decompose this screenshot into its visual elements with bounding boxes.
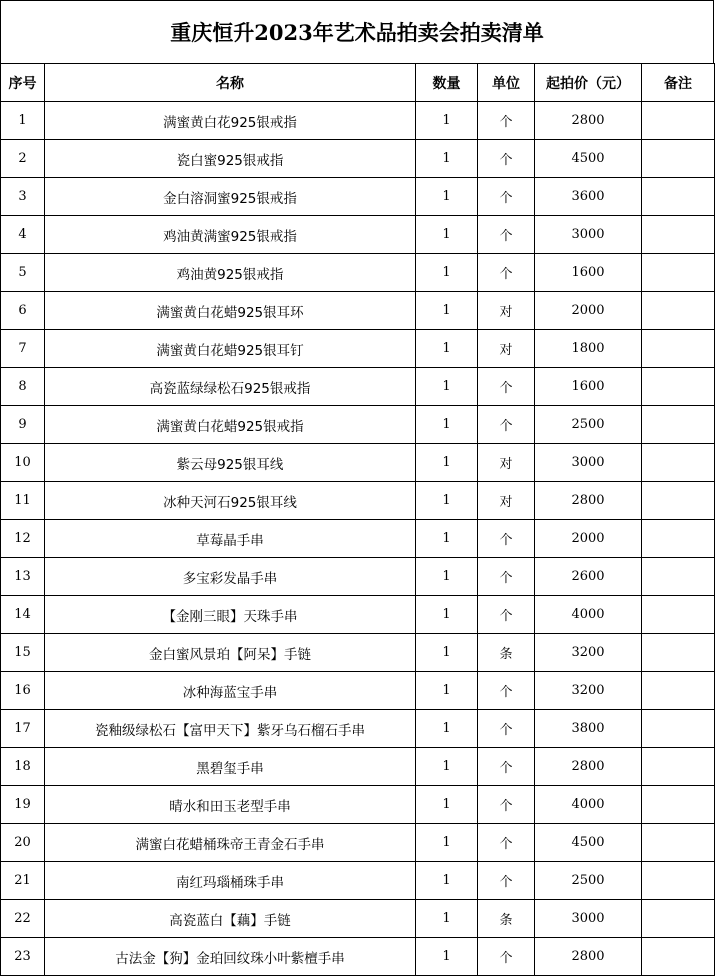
cell-qty: 1 [416, 748, 478, 786]
cell-price: 3000 [535, 216, 642, 254]
cell-unit: 个 [478, 368, 535, 406]
table-row [1, 520, 715, 558]
cell-note [642, 938, 715, 976]
table-row [1, 900, 715, 938]
auction-table [0, 63, 715, 976]
cell-price: 2500 [535, 862, 642, 900]
table-row [1, 444, 715, 482]
table-row [1, 178, 715, 216]
cell-seq: 9 [1, 406, 45, 444]
cell-seq: 18 [1, 748, 45, 786]
cell-note [642, 216, 715, 254]
cell-note [642, 178, 715, 216]
cell-seq: 16 [1, 672, 45, 710]
cell-qty: 1 [416, 520, 478, 558]
cell-price: 4000 [535, 596, 642, 634]
cell-unit: 个 [478, 862, 535, 900]
table-row [1, 368, 715, 406]
cell-qty: 1 [416, 672, 478, 710]
cell-price: 2000 [535, 520, 642, 558]
cell-qty: 1 [416, 444, 478, 482]
table-row [1, 862, 715, 900]
cell-unit: 个 [478, 140, 535, 178]
cell-price: 3000 [535, 900, 642, 938]
cell-name: 满蜜黄白花蜡925银耳钉 [45, 330, 416, 368]
cell-qty: 1 [416, 558, 478, 596]
cell-note [642, 824, 715, 862]
table-row [1, 102, 715, 140]
cell-qty: 1 [416, 178, 478, 216]
table-row [1, 292, 715, 330]
cell-note [642, 748, 715, 786]
cell-seq: 6 [1, 292, 45, 330]
cell-note [642, 292, 715, 330]
cell-seq: 14 [1, 596, 45, 634]
cell-unit: 个 [478, 710, 535, 748]
cell-seq: 3 [1, 178, 45, 216]
table-row [1, 216, 715, 254]
cell-price: 2800 [535, 102, 642, 140]
cell-price: 2800 [535, 748, 642, 786]
cell-name: 古法金【狗】金珀回纹珠小叶紫檀手串 [45, 938, 416, 976]
cell-name: 鸡油黄满蜜925银戒指 [45, 216, 416, 254]
table-row [1, 482, 715, 520]
table-row [1, 558, 715, 596]
header-price: 起拍价（元） [535, 64, 642, 102]
cell-seq: 20 [1, 824, 45, 862]
cell-qty: 1 [416, 140, 478, 178]
cell-seq: 10 [1, 444, 45, 482]
cell-seq: 22 [1, 900, 45, 938]
cell-qty: 1 [416, 634, 478, 672]
cell-name: 晴水和田玉老型手串 [45, 786, 416, 824]
header-row [1, 64, 715, 102]
cell-note [642, 102, 715, 140]
cell-note [642, 140, 715, 178]
cell-note [642, 520, 715, 558]
cell-note [642, 672, 715, 710]
cell-name: 满蜜黄白花蜡925银耳环 [45, 292, 416, 330]
cell-seq: 17 [1, 710, 45, 748]
cell-name: 高瓷蓝白【藕】手链 [45, 900, 416, 938]
cell-name: 满蜜黄白花925银戒指 [45, 102, 416, 140]
cell-unit: 条 [478, 900, 535, 938]
cell-note [642, 596, 715, 634]
cell-seq: 4 [1, 216, 45, 254]
cell-note [642, 634, 715, 672]
cell-price: 3200 [535, 672, 642, 710]
cell-name: 瓷白蜜925银戒指 [45, 140, 416, 178]
table-row [1, 672, 715, 710]
cell-unit: 个 [478, 824, 535, 862]
cell-unit: 对 [478, 292, 535, 330]
cell-qty: 1 [416, 596, 478, 634]
cell-qty: 1 [416, 406, 478, 444]
cell-name: 多宝彩发晶手串 [45, 558, 416, 596]
header-unit: 单位 [478, 64, 535, 102]
table-row [1, 786, 715, 824]
cell-qty: 1 [416, 292, 478, 330]
table-row [1, 710, 715, 748]
cell-seq: 7 [1, 330, 45, 368]
cell-name: 瓷釉级绿松石【富甲天下】紫牙乌石榴石手串 [45, 710, 416, 748]
table-row [1, 596, 715, 634]
cell-price: 4500 [535, 824, 642, 862]
cell-unit: 条 [478, 634, 535, 672]
cell-price: 3600 [535, 178, 642, 216]
cell-name: 高瓷蓝绿绿松石925银戒指 [45, 368, 416, 406]
cell-price: 3000 [535, 444, 642, 482]
cell-name: 黑碧玺手串 [45, 748, 416, 786]
cell-seq: 1 [1, 102, 45, 140]
cell-price: 1600 [535, 254, 642, 292]
cell-qty: 1 [416, 368, 478, 406]
cell-name: 鸡油黄925银戒指 [45, 254, 416, 292]
cell-qty: 1 [416, 482, 478, 520]
table-row [1, 254, 715, 292]
cell-note [642, 710, 715, 748]
cell-unit: 个 [478, 672, 535, 710]
cell-price: 4500 [535, 140, 642, 178]
cell-qty: 1 [416, 216, 478, 254]
cell-name: 金白蜜风景珀【阿呆】手链 [45, 634, 416, 672]
table-row [1, 748, 715, 786]
header-seq: 序号 [1, 64, 45, 102]
cell-price: 2600 [535, 558, 642, 596]
cell-note [642, 482, 715, 520]
cell-unit: 个 [478, 596, 535, 634]
cell-note [642, 368, 715, 406]
cell-qty: 1 [416, 938, 478, 976]
cell-name: 草莓晶手串 [45, 520, 416, 558]
cell-seq: 23 [1, 938, 45, 976]
cell-seq: 5 [1, 254, 45, 292]
cell-seq: 8 [1, 368, 45, 406]
cell-qty: 1 [416, 710, 478, 748]
table-row [1, 824, 715, 862]
header-note: 备注 [642, 64, 715, 102]
cell-unit: 对 [478, 330, 535, 368]
cell-unit: 对 [478, 482, 535, 520]
cell-name: 【金刚三眼】天珠手串 [45, 596, 416, 634]
cell-qty: 1 [416, 786, 478, 824]
cell-seq: 13 [1, 558, 45, 596]
header-name: 名称 [45, 64, 416, 102]
cell-unit: 个 [478, 406, 535, 444]
cell-name: 紫云母925银耳线 [45, 444, 416, 482]
cell-name: 南红玛瑙桶珠手串 [45, 862, 416, 900]
cell-qty: 1 [416, 862, 478, 900]
table-row [1, 634, 715, 672]
cell-seq: 11 [1, 482, 45, 520]
cell-unit: 对 [478, 444, 535, 482]
cell-qty: 1 [416, 102, 478, 140]
cell-seq: 19 [1, 786, 45, 824]
cell-unit: 个 [478, 938, 535, 976]
cell-qty: 1 [416, 824, 478, 862]
sheet-title: 重庆恒升2023年艺术品拍卖会拍卖清单 [0, 0, 714, 63]
cell-note [642, 254, 715, 292]
cell-note [642, 444, 715, 482]
table-row [1, 330, 715, 368]
cell-price: 3800 [535, 710, 642, 748]
table-row [1, 938, 715, 976]
cell-price: 2000 [535, 292, 642, 330]
cell-unit: 个 [478, 178, 535, 216]
cell-qty: 1 [416, 330, 478, 368]
cell-price: 1600 [535, 368, 642, 406]
cell-name: 冰种天河石925银耳线 [45, 482, 416, 520]
cell-name: 满蜜黄白花蜡925银戒指 [45, 406, 416, 444]
cell-price: 1800 [535, 330, 642, 368]
cell-note [642, 786, 715, 824]
cell-unit: 个 [478, 520, 535, 558]
cell-qty: 1 [416, 254, 478, 292]
cell-unit: 个 [478, 254, 535, 292]
cell-seq: 15 [1, 634, 45, 672]
cell-price: 4000 [535, 786, 642, 824]
header-qty: 数量 [416, 64, 478, 102]
table-row [1, 140, 715, 178]
cell-note [642, 558, 715, 596]
table-row [1, 406, 715, 444]
cell-unit: 个 [478, 786, 535, 824]
cell-unit: 个 [478, 216, 535, 254]
cell-unit: 个 [478, 102, 535, 140]
cell-name: 满蜜白花蜡桶珠帝王青金石手串 [45, 824, 416, 862]
cell-seq: 21 [1, 862, 45, 900]
cell-note [642, 406, 715, 444]
cell-price: 2800 [535, 938, 642, 976]
cell-seq: 12 [1, 520, 45, 558]
cell-price: 2800 [535, 482, 642, 520]
cell-price: 2500 [535, 406, 642, 444]
cell-price: 3200 [535, 634, 642, 672]
cell-note [642, 862, 715, 900]
cell-qty: 1 [416, 900, 478, 938]
cell-unit: 个 [478, 748, 535, 786]
cell-note [642, 330, 715, 368]
cell-name: 冰种海蓝宝手串 [45, 672, 416, 710]
cell-seq: 2 [1, 140, 45, 178]
cell-unit: 个 [478, 558, 535, 596]
cell-name: 金白溶洞蜜925银戒指 [45, 178, 416, 216]
cell-note [642, 900, 715, 938]
